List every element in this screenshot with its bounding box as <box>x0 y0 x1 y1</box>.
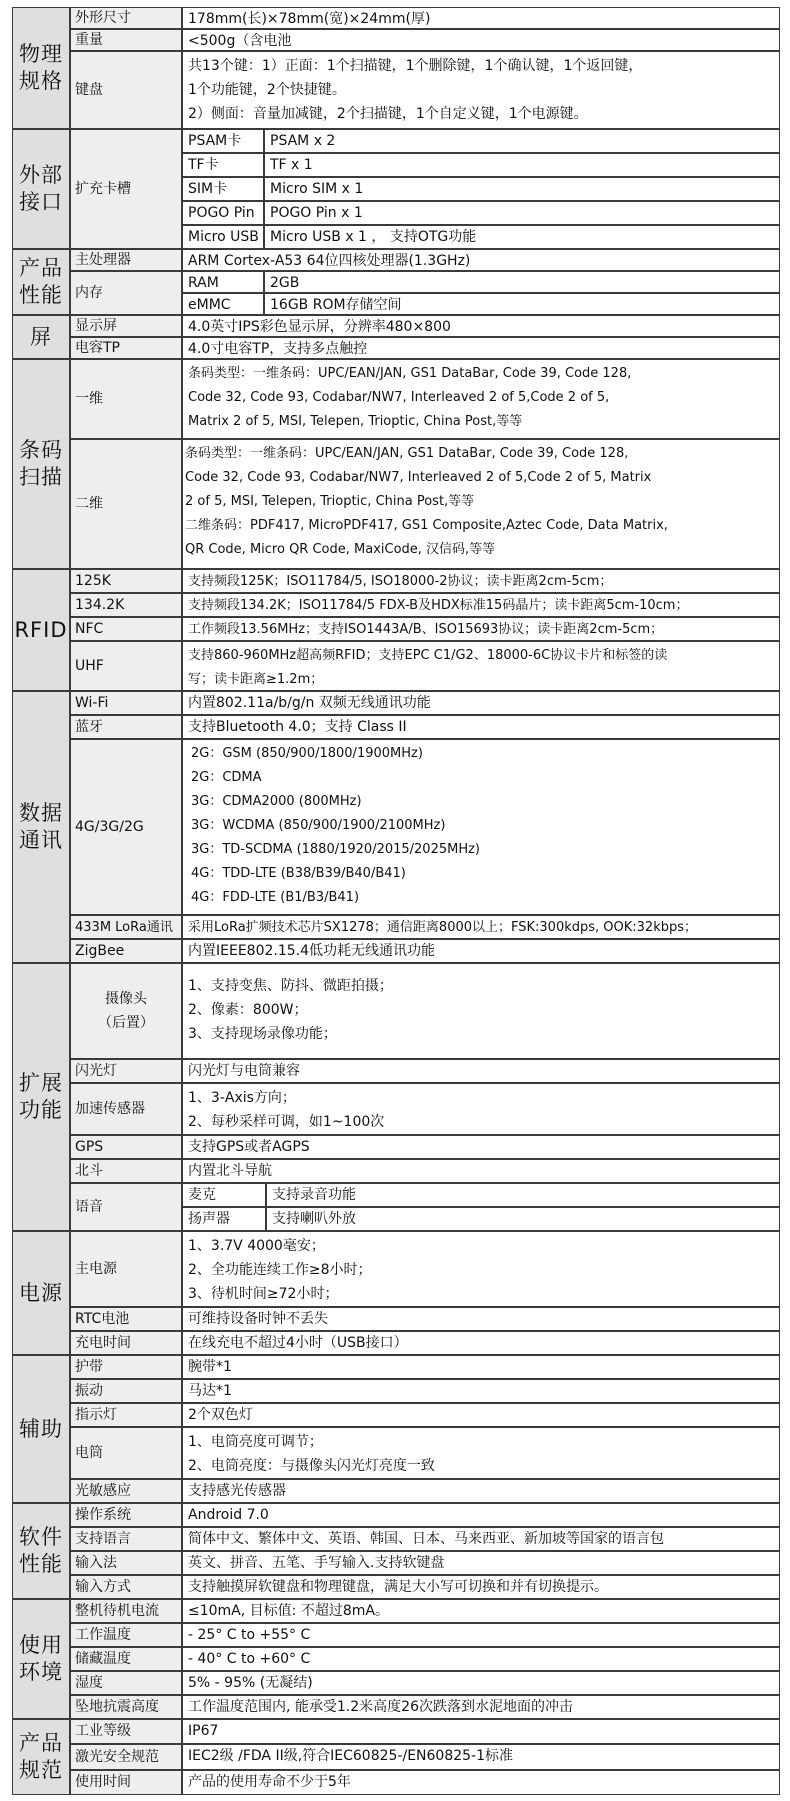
value-touch: 4.0寸电容TP，支持多点触控 <box>182 337 780 359</box>
value-standby: ≤10mA, 目标值: 不超过8mA。 <box>182 1599 780 1623</box>
text-line: 3、待机时间≥72小时； <box>188 1286 339 1302</box>
section-expansion: 扩展 功能 <box>12 963 70 1231</box>
section-environment: 使用 环境 <box>12 1599 70 1719</box>
audio-name: 麦克 <box>182 1183 266 1207</box>
label-bluetooth: 蓝牙 <box>70 715 182 739</box>
text-line: 1、电筒亮度可调节； <box>188 1434 323 1450</box>
value-zigbee: 内置IEEE802.15.4低功耗无线通讯功能 <box>182 939 780 963</box>
mem-name: eMMC <box>182 293 264 315</box>
value-humidity: 5% - 95% (无凝结) <box>182 1671 780 1695</box>
text-line: 2 of 5, MSI, Telepen, Trioptic, China Post,等等 <box>185 494 475 509</box>
label-1d: 一维 <box>70 359 182 439</box>
value-display: 4.0英寸IPS彩色显示屏，分辨率480×800 <box>182 315 780 337</box>
mem-value: 2GB <box>264 271 780 293</box>
text-line: 二维条码：PDF417, MicroPDF417, GS1 Composite,Aztec Code, Data Matrix, <box>185 518 668 533</box>
value-op-temp: - 25° C to +55° C <box>182 1623 780 1647</box>
text-line: Code 32, Code 93, Codabar/NW7, Interleaved 2 of 5,Code 2 of 5, Matrix <box>185 470 652 485</box>
section-screen: 屏 <box>12 315 70 359</box>
value-gps: 支持GPS或者AGPS <box>182 1135 780 1159</box>
section-physical: 物理 规格 <box>12 7 70 129</box>
label-accelerometer: 加速传感器 <box>70 1083 182 1135</box>
label-torch: 电筒 <box>70 1427 182 1479</box>
value-os: Android 7.0 <box>182 1503 780 1527</box>
label-os: 操作系统 <box>70 1503 182 1527</box>
label-charge: 充电时间 <box>70 1331 182 1355</box>
slot-value: TF x 1 <box>264 153 780 177</box>
value-125k: 支持频段125K；ISO11784/5, ISO18000-2协议；读卡距离2cm-5cm； <box>182 569 780 593</box>
label-storage-temp: 储藏温度 <box>70 1647 182 1671</box>
label-display: 显示屏 <box>70 315 182 337</box>
label-lifetime: 使用时间 <box>70 1770 182 1795</box>
text-line: 1、支持变焦、防抖、微距拍摄； <box>188 978 393 994</box>
audio-name: 扬声器 <box>182 1207 266 1231</box>
text-line: 条码类型：一维条码：UPC/EAN/JAN, GS1 DataBar, Code 39, Code 128, <box>185 446 629 461</box>
value-ip: IP67 <box>182 1719 780 1744</box>
audio-value: 支持喇叭外放 <box>266 1207 780 1231</box>
label-laser: 激光安全规范 <box>70 1744 182 1770</box>
section-interface: 外部 接口 <box>12 129 70 249</box>
label-audio: 语音 <box>70 1183 182 1231</box>
label-beidou: 北斗 <box>70 1159 182 1183</box>
slot-name: PSAM卡 <box>182 129 264 153</box>
text-line: 2G：CDMA <box>191 770 262 785</box>
value-torch <box>182 1427 780 1479</box>
label-lora: 433M LoRa通讯 <box>70 915 182 939</box>
text-line: 1、3-Axis方向； <box>188 1090 296 1106</box>
label-indicator: 指示灯 <box>70 1403 182 1427</box>
slot-value: Micro SIM x 1 <box>264 177 780 201</box>
value-1d <box>182 359 780 439</box>
label-language: 支持语言 <box>70 1527 182 1551</box>
label-134k: 134.2K <box>70 593 182 617</box>
slot-name: POGO Pin <box>182 201 264 225</box>
audio-value: 支持录音功能 <box>266 1183 780 1207</box>
value-language: 简体中文、繁体中文、英语、韩国、日本、马来西亚、新加坡等国家的语言包 <box>182 1527 780 1551</box>
text-line: 2G：GSM (850/900/1800/1900MHz) <box>191 746 423 761</box>
value-input-method: 支持触摸屏软键盘和物理键盘，满足大小写可切换和并有切换提示。 <box>182 1575 780 1599</box>
text-line: 共13个键：1）正面：1个扫描键，1个删除键，1个确认键，1个返回键， <box>188 58 643 74</box>
value-laser: IEC2级 /FDA II级,符合IEC60825-/EN60825-1标准 <box>182 1744 780 1770</box>
mem-name: RAM <box>182 271 264 293</box>
label-cpu: 主处理器 <box>70 249 182 271</box>
value-camera <box>182 963 780 1059</box>
value-bluetooth: 支持Bluetooth 4.0；支持 Class II <box>182 715 780 739</box>
spec-table <box>12 7 780 1795</box>
text-line: 2）侧面：音量加减键，2个扫描键，1个自定义键，1个电源键。 <box>188 106 588 122</box>
value-cellular <box>182 739 780 915</box>
slot-value: PSAM x 2 <box>264 129 780 153</box>
value-wifi: 内置802.11a/b/g/n 双频无线通讯功能 <box>182 691 780 715</box>
text-line: 2、电筒亮度：与摄像头闪光灯亮度一致 <box>188 1458 435 1474</box>
text-line: 4G：TDD-LTE (B38/B39/B40/B41) <box>191 866 406 881</box>
label-weight: 重量 <box>70 29 182 51</box>
text-line: 写；读卡距离≥1.2m； <box>188 672 324 687</box>
value-rtc: 可维持设备时钟不丢失 <box>182 1307 780 1331</box>
label-size: 外形尺寸 <box>70 7 182 29</box>
text-line: Matrix 2 of 5, MSI, Telepen, Trioptic, China Post,等等 <box>188 414 523 429</box>
value-ime: 英文、拼音、五笔、手写输入.支持软键盘 <box>182 1551 780 1575</box>
text-line: 2、像素：800W； <box>188 1002 308 1018</box>
section-performance: 产品 性能 <box>12 249 70 315</box>
text-line: 2、每秒采样可调，如1~100次 <box>188 1114 385 1130</box>
slot-value: Micro USB x 1 ， 支持OTG功能 <box>264 225 780 249</box>
section-aux: 辅助 <box>12 1355 70 1503</box>
text-line: 2、全功能连续工作≥8小时； <box>188 1262 372 1278</box>
label-strap: 护带 <box>70 1355 182 1379</box>
slot-name: Micro USB <box>182 225 264 249</box>
value-weight: <500g（含电池 <box>182 29 780 51</box>
label-main-power: 主电源 <box>70 1231 182 1307</box>
text-line: 1个功能键，2个快捷键。 <box>188 82 346 98</box>
label-light-sensor: 光敏感应 <box>70 1479 182 1503</box>
label-wifi: Wi-Fi <box>70 691 182 715</box>
label-gps: GPS <box>70 1135 182 1159</box>
value-main-power <box>182 1231 780 1307</box>
label-ip: 工业等级 <box>70 1719 182 1744</box>
value-storage-temp: - 40° C to +60° C <box>182 1647 780 1671</box>
mem-value: 16GB ROM存储空间 <box>264 293 780 315</box>
label-125k: 125K <box>70 569 182 593</box>
text-line: 1、3.7V 4000毫安； <box>188 1238 325 1254</box>
section-comm: 数据 通讯 <box>12 691 70 963</box>
value-uhf <box>182 641 780 691</box>
value-strap: 腕带*1 <box>182 1355 780 1379</box>
value-lifetime: 产品的使用寿命不少于5年 <box>182 1770 780 1795</box>
section-barcode: 条码 扫描 <box>12 359 70 569</box>
label-uhf: UHF <box>70 641 182 691</box>
value-134k: 支持频段134.2K；ISO11784/5 FDX-B及HDX标准15码晶片；读卡距离5cm-10cm； <box>182 593 780 617</box>
value-accelerometer <box>182 1083 780 1135</box>
label-nfc: NFC <box>70 617 182 641</box>
slot-value: POGO Pin x 1 <box>264 201 780 225</box>
label-input-method: 输入方式 <box>70 1575 182 1599</box>
slot-name: TF卡 <box>182 153 264 177</box>
value-keyboard <box>182 51 780 129</box>
value-lora: 采用LoRa扩频技术芯片SX1278；通信距离8000以上；FSK:300kdps, OOK:32kbps； <box>182 915 780 939</box>
text-line: 3G：CDMA2000 (800MHz) <box>191 794 362 809</box>
value-light-sensor: 支持感光传感器 <box>182 1479 780 1503</box>
label-card-slot: 扩充卡槽 <box>70 129 182 249</box>
label-camera: 摄像头 （后置） <box>70 963 182 1059</box>
text-line: QR Code, Micro QR Code, MaxiCode, 汉信码,等等 <box>185 542 496 557</box>
label-standby: 整机待机电流 <box>70 1599 182 1623</box>
section-rfid: RFID <box>12 569 70 691</box>
text-line: 3G：WCDMA (850/900/1900/2100MHz) <box>191 818 446 833</box>
text-line: 3、支持现场录像功能； <box>188 1026 337 1042</box>
value-2d <box>182 439 780 569</box>
section-software: 软件 性能 <box>12 1503 70 1599</box>
text-line: Code 32, Code 93, Codabar/NW7, Interleaved 2 of 5,Code 2 of 5, <box>188 390 610 405</box>
text-line: 3G：TD-SCDMA (1880/1920/2015/2025MHz) <box>191 842 481 857</box>
text-line: 条码类型：一维条码：UPC/EAN/JAN, GS1 DataBar, Code 39, Code 128, <box>188 366 632 381</box>
value-cpu: ARM Cortex-A53 64位四核处理器(1.3GHz) <box>182 249 780 271</box>
value-charge: 在线充电不超过4小时（USB接口） <box>182 1331 780 1355</box>
text-line: 4G：FDD-LTE (B1/B3/B41) <box>191 890 360 905</box>
value-size: 178mm(长)×78mm(宽)×24mm(厚) <box>182 7 780 29</box>
value-nfc: 工作频段13.56MHz；支持ISO1443A/B、ISO15693协议；读卡距离2cm-5cm； <box>182 617 780 641</box>
label-zigbee: ZigBee <box>70 939 182 963</box>
label-touch: 电容TP <box>70 337 182 359</box>
section-standard: 产品 规范 <box>12 1719 70 1795</box>
label-humidity: 湿度 <box>70 1671 182 1695</box>
value-vibration: 马达*1 <box>182 1379 780 1403</box>
label-cellular: 4G/3G/2G <box>70 739 182 915</box>
value-beidou: 内置北斗导航 <box>182 1159 780 1183</box>
section-power: 电源 <box>12 1231 70 1355</box>
value-drop: 工作温度范围内, 能承受1.2米高度26次跌落到水泥地面的冲击 <box>182 1695 780 1719</box>
label-rtc: RTC电池 <box>70 1307 182 1331</box>
text-line: 支持860-960MHz超高频RFID；支持EPC C1/G2、18000-6C协议卡片和标签的读 <box>188 648 668 663</box>
value-flash: 闪光灯与电筒兼容 <box>182 1059 780 1083</box>
label-2d: 二维 <box>70 439 182 569</box>
label-ime: 输入法 <box>70 1551 182 1575</box>
value-indicator: 2个双色灯 <box>182 1403 780 1427</box>
label-keyboard: 键盘 <box>70 51 182 129</box>
label-op-temp: 工作温度 <box>70 1623 182 1647</box>
label-drop: 坠地抗震高度 <box>70 1695 182 1719</box>
label-memory: 内存 <box>70 271 182 315</box>
label-flash: 闪光灯 <box>70 1059 182 1083</box>
label-vibration: 振动 <box>70 1379 182 1403</box>
slot-name: SIM卡 <box>182 177 264 201</box>
